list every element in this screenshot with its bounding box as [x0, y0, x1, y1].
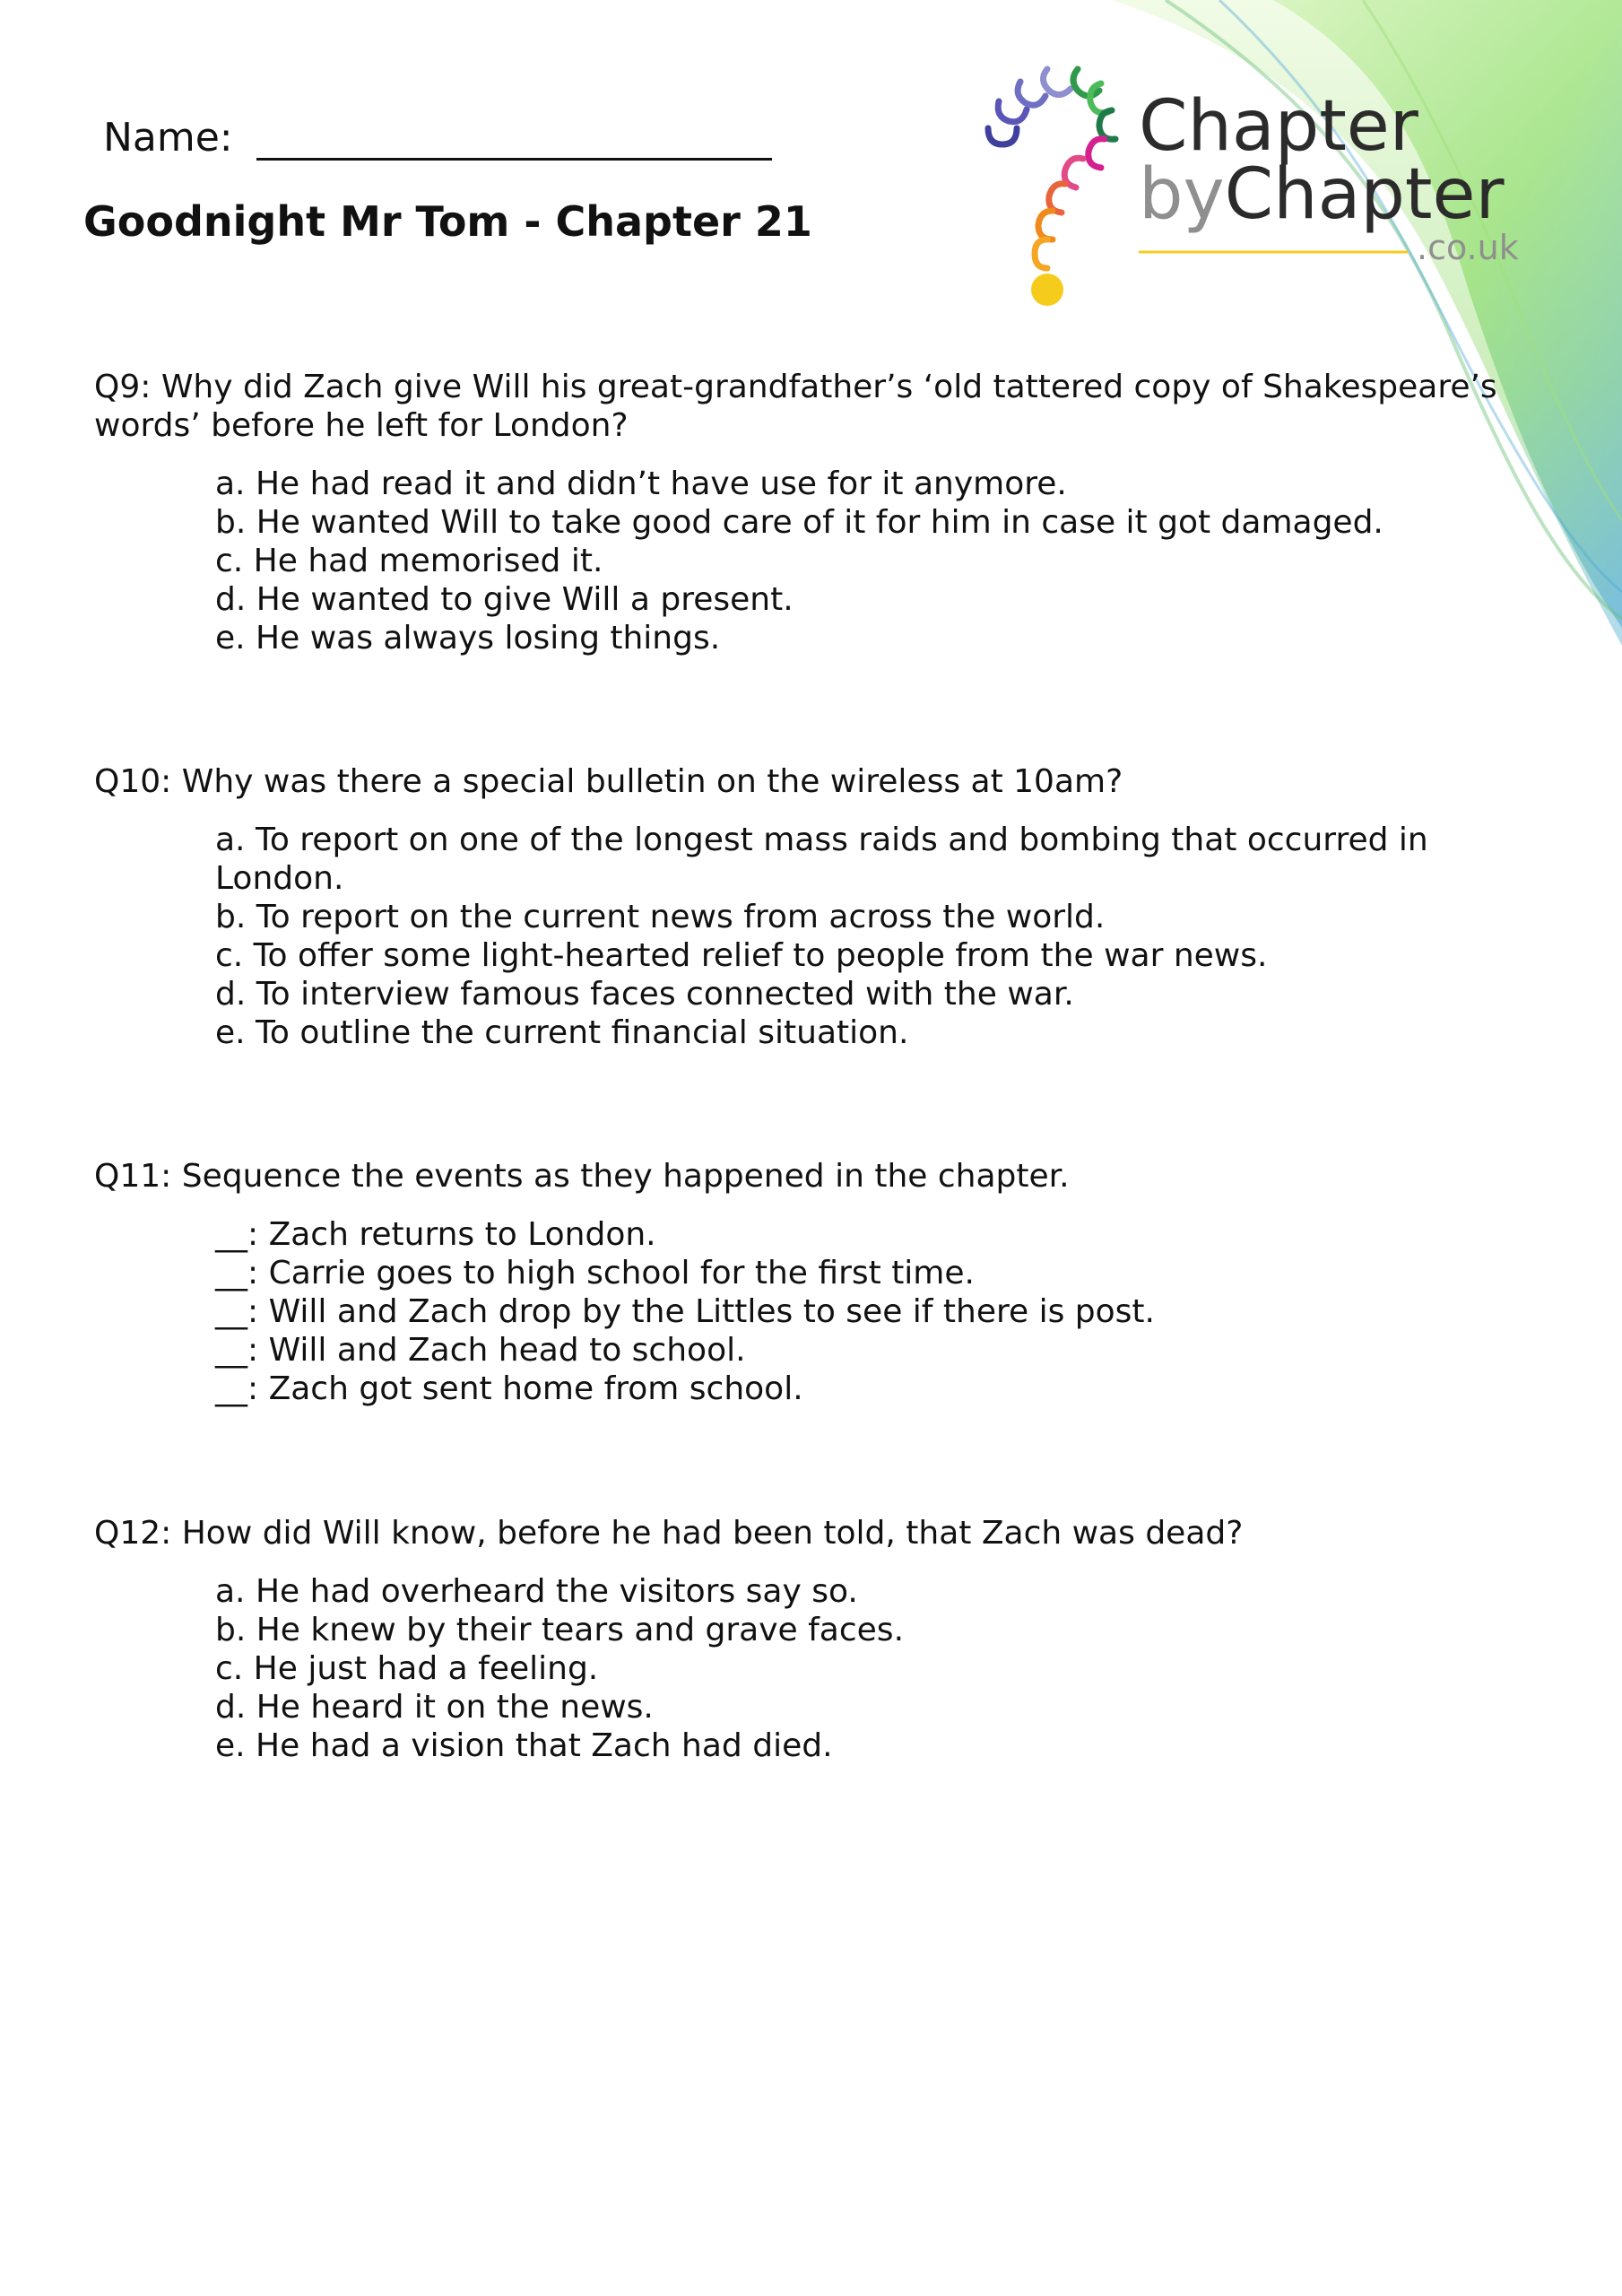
- option-item: e. To outline the current financial situation.: [215, 1014, 909, 1051]
- logo-dot: [1031, 274, 1063, 306]
- logo-domain: .co.uk: [1417, 228, 1519, 267]
- option-item: d. He heard it on the news.: [215, 1689, 654, 1726]
- option-item: d. He wanted to give Will a present.: [215, 581, 794, 618]
- option-item: b. He wanted Will to take good care of it for him in case it got damaged.: [215, 504, 1383, 541]
- option-item: c. He had memorised it.: [215, 543, 603, 579]
- sequence-item: __: Zach returns to London.: [215, 1216, 656, 1253]
- option-item: c. To offer some light-hearted relief to people from the war news.: [215, 937, 1268, 974]
- chapter-by-chapter-logo: [959, 49, 1551, 318]
- option-item: e. He had a vision that Zach had died.: [215, 1727, 833, 1764]
- logo-line1: Chapter: [1139, 86, 1418, 167]
- option-item: d. To interview famous faces connected with the war.: [215, 976, 1074, 1013]
- question-text: Q12: How did Will know, before he had been told, that Zach was dead?: [94, 1515, 1244, 1552]
- sequence-item: __: Will and Zach drop by the Littles to see if there is post.: [215, 1293, 1155, 1330]
- option-list: [215, 465, 1533, 657]
- question-q12: [94, 1514, 1547, 1765]
- option-item: b. He knew by their tears and grave faces.: [215, 1612, 905, 1648]
- option-item: b. To report on the current news from across the world.: [215, 899, 1106, 935]
- question-q9: [94, 368, 1547, 657]
- question-q10: [94, 762, 1547, 1052]
- question-mark-books-icon: [988, 69, 1115, 268]
- option-item: a. He had read it and didn’t have use for it anymore.: [215, 465, 1067, 502]
- option-item: a. He had overheard the visitors say so.: [215, 1573, 858, 1610]
- option-list: [215, 1215, 1533, 1408]
- sequence-item: __: Will and Zach head to school.: [215, 1332, 746, 1369]
- option-item: c. He just had a feeling.: [215, 1650, 599, 1687]
- svg-text:byChapter: [1139, 154, 1505, 235]
- name-row: [103, 115, 772, 161]
- sequence-item: __: Zach got sent home from school.: [215, 1370, 803, 1407]
- question-text: Q10: Why was there a special bulletin on the wireless at 10am?: [94, 763, 1123, 800]
- option-item: e. He was always losing things.: [215, 620, 721, 657]
- question-text: Q9: Why did Zach give Will his great-grandfather’s ‘old tattered copy of Shakespeare’s words’ before he left for London?: [94, 369, 1497, 444]
- name-line[interactable]: [256, 117, 772, 161]
- logo-by: by: [1139, 154, 1225, 235]
- option-list: [215, 1572, 1533, 1765]
- question-q11: [94, 1157, 1547, 1408]
- sequence-item: __: Carrie goes to high school for the first time.: [215, 1255, 975, 1292]
- logo-line2: Chapter: [1224, 154, 1505, 235]
- name-label: Name:: [103, 115, 233, 161]
- question-text: Q11: Sequence the events as they happened in the chapter.: [94, 1158, 1070, 1195]
- option-item: a. To report on one of the longest mass raids and bombing that occurred in London.: [215, 822, 1428, 897]
- page-title: Goodnight Mr Tom - Chapter 21: [83, 197, 812, 246]
- option-list: [215, 821, 1533, 1052]
